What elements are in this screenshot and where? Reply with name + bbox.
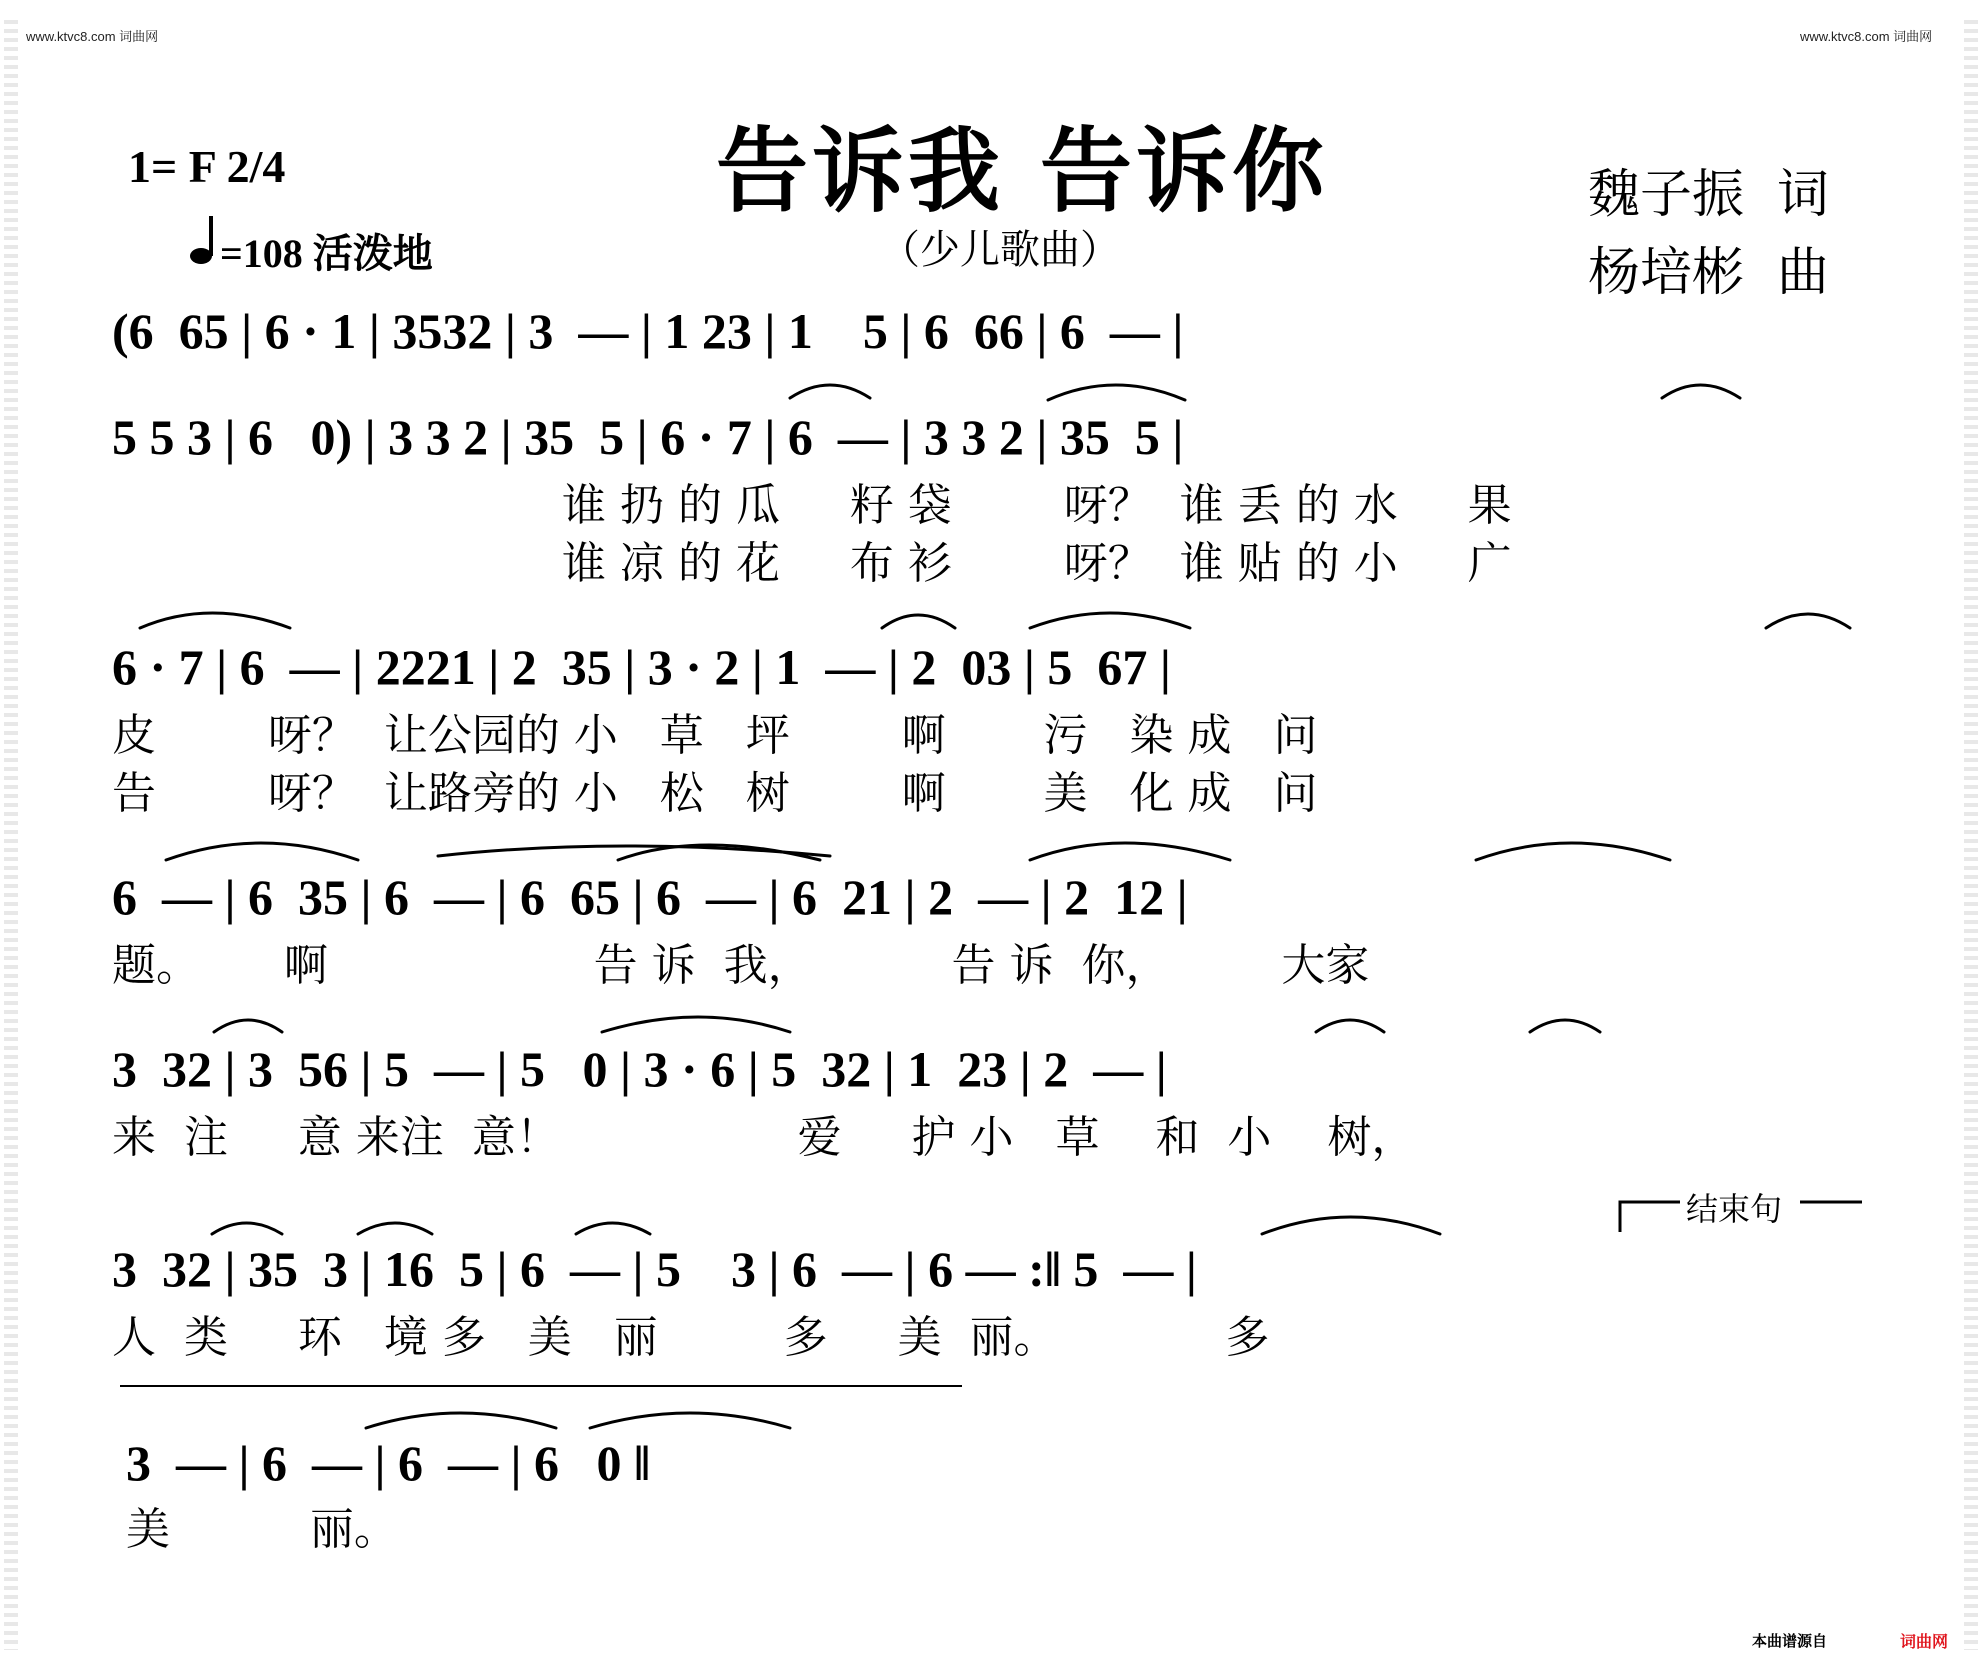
- composer-credit: 杨培彬 曲: [1588, 243, 1830, 303]
- notation-row: 6 · 7 | 6 — | 2221 | 2 35 | 3 · 2 | 1 — | 2 03 | 5 67 |: [112, 639, 1171, 695]
- slur: [214, 1020, 282, 1032]
- lyric-line: 来 注 意 来注 意！ 爱 护 小 草 和 小 树，: [112, 1112, 1416, 1163]
- slur: [1662, 385, 1740, 398]
- tempo-marking: =108 活泼地: [220, 231, 433, 276]
- notation-row: 5 5 3 | 6 0) | 3 3 2 | 35 5 | 6 · 7 | 6 — | 3 3 2 | 35 5 |: [112, 409, 1184, 465]
- slur: [576, 1223, 650, 1234]
- slur: [366, 1413, 556, 1428]
- lyricist-credit: 魏子振 词: [1588, 165, 1830, 225]
- notation-row: 6 — | 6 35 | 6 — | 6 65 | 6 — | 6 21 | 2 — | 2 12 |: [112, 869, 1188, 925]
- key-signature: 1= F 2/4: [128, 141, 286, 192]
- lyric-line: 谁 凉 的 花 布 衫 呀？ 谁 贴 的 小 广: [562, 538, 1512, 589]
- slur: [166, 843, 358, 860]
- notation-row: 3 — | 6 — | 6 — | 6 0 ‖: [126, 1435, 651, 1491]
- watermark-right: www.ktvc8.com 词曲网: [1800, 29, 1933, 44]
- footer-source-label: 本曲谱源自: [1752, 1632, 1828, 1650]
- lyric-line: 告 呀？ 让路旁的 小 松 树 啊 美 化 成 问: [112, 768, 1318, 819]
- slur: [212, 1223, 282, 1234]
- slur: [1030, 613, 1190, 628]
- ending-bracket: [1620, 1202, 1680, 1232]
- watermark-left: www.ktvc8.com 词曲网: [26, 29, 159, 44]
- lyric-line: 皮 呀？ 让公园的 小 草 坪 啊 污 染 成 问: [112, 710, 1318, 761]
- slur: [882, 615, 955, 628]
- slur: [1476, 843, 1670, 860]
- song-subtitle: （少儿歌曲）: [880, 227, 1120, 273]
- slur: [1262, 1217, 1440, 1234]
- notation-row: 3 32 | 35 3 | 16 5 | 6 — | 5 3 | 6 — | 6 — :‖ 5 — |: [112, 1241, 1197, 1297]
- lyric-line: 谁 扔 的 瓜 籽 袋 呀？ 谁 丢 的 水 果: [562, 480, 1512, 531]
- slur: [358, 1223, 432, 1234]
- slur: [1530, 1020, 1600, 1032]
- notation-row: (6 65 | 6 · 1 | 3532 | 3 — | 1 23 | 1 5 | 6 66 | 6 — |: [112, 303, 1184, 359]
- song-title: 告诉我 告诉你: [716, 117, 1329, 225]
- footer-source-link[interactable]: 词曲网: [1900, 1632, 1949, 1651]
- slur: [140, 613, 290, 628]
- notation-row: 3 32 | 3 56 | 5 — | 5 0 | 3 · 6 | 5 32 | 1 23 | 2 — |: [112, 1041, 1167, 1097]
- lyric-line: 人 类 环 境 多 美 丽 多 美 丽。 多: [112, 1312, 1270, 1363]
- lyric-line: 题。 啊 告 诉 我， 告 诉 你， 大家: [112, 940, 1370, 991]
- slur: [790, 385, 870, 398]
- slur: [590, 1413, 790, 1428]
- slur: [1316, 1020, 1384, 1032]
- slur: [1048, 385, 1185, 400]
- slur: [1766, 614, 1850, 628]
- slur: [1030, 843, 1230, 860]
- slur: [602, 1017, 790, 1032]
- ending-label: 结束句: [1686, 1190, 1783, 1228]
- lyric-line: 美 丽。: [126, 1504, 398, 1555]
